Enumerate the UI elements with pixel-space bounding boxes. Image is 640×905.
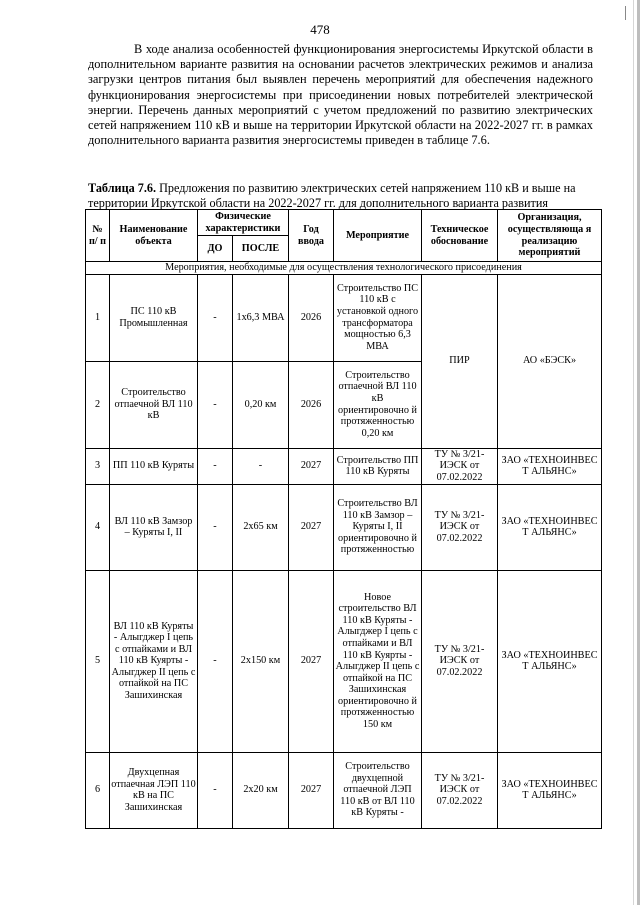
cell-after: 2х65 км bbox=[233, 484, 289, 570]
cell-num: 2 bbox=[86, 361, 110, 448]
cell-year: 2027 bbox=[289, 448, 334, 484]
cell-after: 1х6,3 МВА bbox=[233, 274, 289, 361]
cell-after: - bbox=[233, 448, 289, 484]
cell-tech: ТУ № 3/21-ИЭСК от 07.02.2022 bbox=[422, 484, 498, 570]
cell-org: ЗАО «ТЕХНОИНВЕС Т АЛЬЯНС» bbox=[498, 484, 602, 570]
cell-year: 2027 bbox=[289, 484, 334, 570]
cell-measure: Строительство ПС 110 кВ с установкой одного трансформатора мощностью 6,3 МВА bbox=[334, 274, 422, 361]
proposals-table bbox=[85, 209, 602, 829]
cell-before: - bbox=[198, 752, 233, 828]
cell-num: 5 bbox=[86, 570, 110, 752]
table-row bbox=[86, 570, 602, 752]
cell-org: ЗАО «ТЕХНОИНВЕС Т АЛЬЯНС» bbox=[498, 448, 602, 484]
cell-before: - bbox=[198, 448, 233, 484]
cell-name: ПС 110 кВ Промышленная bbox=[110, 274, 198, 361]
cell-year: 2026 bbox=[289, 274, 334, 361]
cell-year: 2027 bbox=[289, 752, 334, 828]
cell-before: - bbox=[198, 484, 233, 570]
header-org: Организация, осуществляюща я реализацию мероприятий bbox=[498, 210, 602, 262]
cell-num: 3 bbox=[86, 448, 110, 484]
cell-tech: ТУ № 3/21-ИЭСК от 07.02.2022 bbox=[422, 570, 498, 752]
cell-num: 4 bbox=[86, 484, 110, 570]
cell-after: 2х20 км bbox=[233, 752, 289, 828]
table-row bbox=[86, 484, 602, 570]
cell-measure: Строительство отпаечной ВЛ 110 кВ ориентировочно й протяженностью 0,20 км bbox=[334, 361, 422, 448]
cell-name: ВЛ 110 кВ Замзор – Куряты I, II bbox=[110, 484, 198, 570]
cell-tech: ПИР bbox=[422, 274, 498, 448]
header-year: Год ввода bbox=[289, 210, 334, 262]
scan-edge-line bbox=[633, 0, 634, 905]
cell-measure: Строительство ПП 110 кВ Куряты bbox=[334, 448, 422, 484]
header-row-1 bbox=[86, 210, 602, 236]
cell-num: 1 bbox=[86, 274, 110, 361]
header-num: № п/ п bbox=[86, 210, 110, 262]
table-row bbox=[86, 448, 602, 484]
cell-name: Строительство отпаечной ВЛ 110 кВ bbox=[110, 361, 198, 448]
cell-before: - bbox=[198, 361, 233, 448]
table-caption bbox=[88, 181, 596, 210]
cell-measure: Строительство двухцепной отпаечной ЛЭП 110 кВ от ВЛ 110 кВ Куряты - bbox=[334, 752, 422, 828]
cell-year: 2026 bbox=[289, 361, 334, 448]
cell-name: ВЛ 110 кВ Куряты - Алыгджер I цепь с отпайками и ВЛ 110 кВ Куярты - Алыгджер II цепь с отпайкой на ПС Зашихинская bbox=[110, 570, 198, 752]
section-row bbox=[86, 262, 602, 275]
cell-num: 6 bbox=[86, 752, 110, 828]
cell-after: 2х150 км bbox=[233, 570, 289, 752]
header-name: Наименование объекта bbox=[110, 210, 198, 262]
cell-tech: ТУ № 3/21-ИЭСК от 07.02.2022 bbox=[422, 752, 498, 828]
cell-name: Двухцепная отпаечная ЛЭП 110 кВ на ПС Зашихинская bbox=[110, 752, 198, 828]
intro-paragraph: В ходе анализа особенностей функционирования энергосистемы Иркутской области в дополнительном варианте развития на основании расчетов электрических режимов и анализа загрузки центров питания был выявлен перечень мероприятий для обеспечения надежного функционирования энергосистемы при присоединении новых потребителей электрической энергии. Перечень данных мероприятий с учетом предложений по развитию электрических сетей напряжением 110 кВ и выше на территории Иркутской области на 2022-2027 гг. в рамках дополнительного варианта развития энергосистемы приведен в таблице 7.6. bbox=[88, 42, 593, 148]
header-before: ДО bbox=[198, 236, 233, 262]
table-caption-text: Предложения по развитию электрических сетей напряжением 110 кВ и выше на территории Иркутской области на 2022-2027 гг. для дополнительного варианта развития bbox=[88, 181, 576, 210]
header-tech: Техническое обоснование bbox=[422, 210, 498, 262]
section-title: Мероприятия, необходимые для осуществления технологического присоединения bbox=[86, 262, 602, 275]
cell-year: 2027 bbox=[289, 570, 334, 752]
header-measure: Мероприятие bbox=[334, 210, 422, 262]
scan-corner-mark bbox=[619, 6, 626, 20]
header-phys: Физические характеристики bbox=[198, 210, 289, 236]
page-number: 478 bbox=[310, 22, 330, 37]
table-caption-label: Таблица 7.6. bbox=[88, 181, 157, 195]
cell-name: ПП 110 кВ Куряты bbox=[110, 448, 198, 484]
cell-tech: ТУ № 3/21-ИЭСК от 07.02.2022 bbox=[422, 448, 498, 484]
table-row bbox=[86, 274, 602, 361]
cell-measure: Строительство ВЛ 110 кВ Замзор – Куряты I, II ориентировочно й протяженностью bbox=[334, 484, 422, 570]
cell-org: ЗАО «ТЕХНОИНВЕС Т АЛЬЯНС» bbox=[498, 570, 602, 752]
cell-measure: Новое строительство ВЛ 110 кВ Куряты - Алыгджер I цепь с отпайками и ВЛ 110 кВ Куярты - Алыгджер II цепь с отпайкой на ПС Зашихинская ориентировочно й протяженностью 150 км bbox=[334, 570, 422, 752]
cell-org: АО «БЭСК» bbox=[498, 274, 602, 448]
cell-before: - bbox=[198, 274, 233, 361]
header-after: ПОСЛЕ bbox=[233, 236, 289, 262]
table-row bbox=[86, 752, 602, 828]
cell-after: 0,20 км bbox=[233, 361, 289, 448]
cell-before: - bbox=[198, 570, 233, 752]
cell-org: ЗАО «ТЕХНОИНВЕС Т АЛЬЯНС» bbox=[498, 752, 602, 828]
